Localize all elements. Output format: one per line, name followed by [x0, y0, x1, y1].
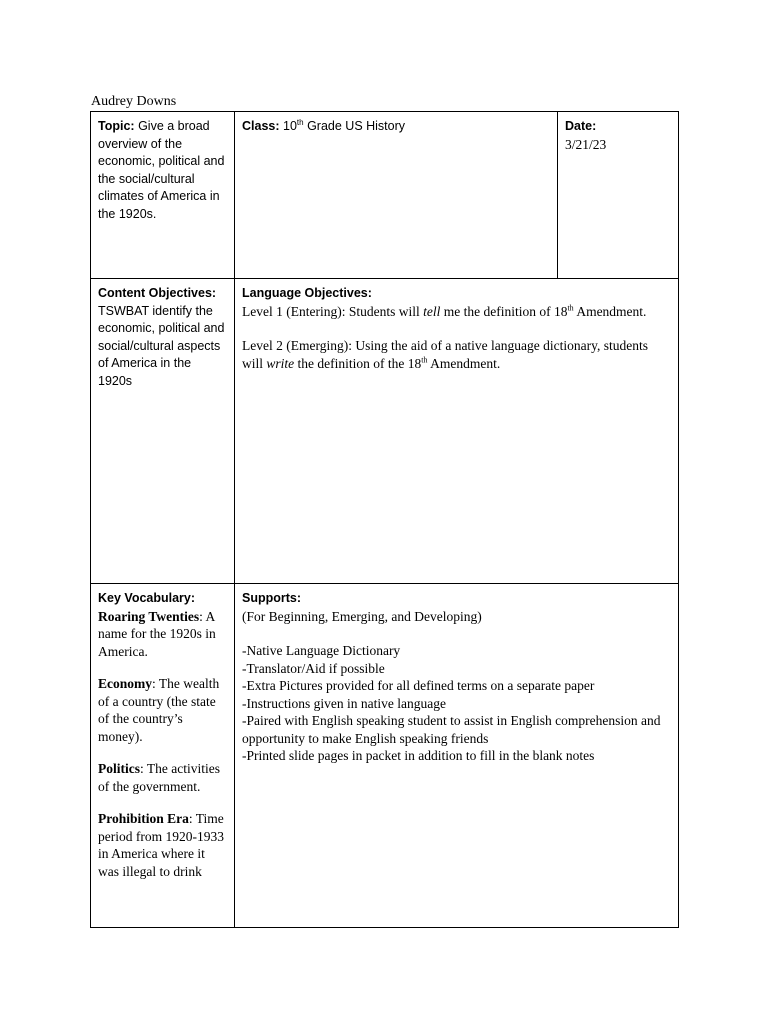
language-objective-level-2 [242, 337, 671, 372]
supports-list [242, 642, 671, 765]
key-vocabulary-cell [91, 584, 235, 928]
class-grade-suffix: th [296, 117, 304, 127]
vocab-entry [98, 760, 227, 795]
list-item: -Paired with English speaking student to assist in English comprehension and opportunity to make English speaking friends [242, 713, 661, 746]
supports-subtitle: (For Beginning, Emerging, and Developing) [242, 608, 482, 624]
level2-suffix: Amendment. [427, 355, 501, 371]
vocab-term: Prohibition Era [98, 811, 189, 826]
level1-verb: tell [423, 303, 441, 319]
class-label: Class: [242, 119, 280, 133]
objectives-row [91, 279, 679, 584]
author-name: Audrey Downs [91, 94, 177, 109]
supports-label: Supports: [242, 591, 302, 605]
content-objectives-label: Content Objectives: [98, 286, 217, 300]
lesson-plan-table [90, 111, 679, 928]
vocab-entry [98, 810, 227, 880]
list-item: -Printed slide pages in packet in addition to fill in the blank notes [242, 748, 595, 763]
list-item: -Translator/Aid if possible [242, 660, 385, 676]
level2-sup: th [421, 355, 428, 364]
content-objectives-cell [91, 279, 235, 584]
list-item: -Native Language Dictionary [242, 643, 401, 658]
level1-prefix: Level 1 (Entering): Students will [242, 303, 424, 319]
class-grade-number: 10 [283, 119, 297, 133]
date-cell [558, 112, 679, 279]
level1-suffix: Amendment. [573, 303, 647, 319]
level2-prefix: Level 2 (Emerging): Using the aid of a native language dictionary, students will [242, 338, 649, 371]
level2-verb: write [266, 355, 295, 371]
level1-sup: th [567, 303, 574, 312]
list-item: -Instructions given in native language [242, 695, 446, 711]
header-row [91, 112, 679, 279]
level2-middle: the definition of the 18 [294, 355, 422, 371]
language-objectives-label: Language Objectives: [242, 286, 372, 300]
vocab-definition: : The wealth of a country (the state of the country’s money). [98, 676, 220, 744]
vocab-definition: : Time period from 1920-1933 in America where it was illegal to drink [98, 811, 224, 879]
class-cell [235, 112, 558, 279]
language-objective-level-1 [242, 303, 671, 321]
topic-text: Give a broad overview of the economic, political and the social/cultural climates of America in the 1920s. [98, 119, 225, 221]
vocab-term: Politics [98, 761, 140, 776]
list-item: -Extra Pictures provided for all defined terms on a separate paper [242, 678, 595, 693]
vocab-supports-row [91, 584, 679, 928]
supports-cell [235, 584, 679, 928]
vocab-definition: : A name for the 1920s in America. [98, 608, 216, 659]
date-value: 3/21/23 [565, 136, 607, 152]
vocab-entry [98, 608, 227, 661]
content-objectives-text: TSWBAT identify the economic, political and social/cultural aspects of America in the 1920s [98, 303, 225, 388]
date-label: Date: [565, 119, 597, 133]
level1-middle: me the definition of 18 [440, 303, 568, 319]
topic-label: Topic: [98, 119, 135, 133]
vocab-term: Economy [98, 676, 152, 691]
vocab-definition: : The activities of the government. [98, 761, 220, 794]
topic-cell [91, 112, 235, 279]
key-vocabulary-label: Key Vocabulary: [98, 591, 196, 605]
class-text: Grade US History [307, 119, 406, 133]
vocab-entry [98, 675, 227, 745]
language-objectives-cell [235, 279, 679, 584]
vocab-term: Roaring Twenties [98, 608, 200, 624]
